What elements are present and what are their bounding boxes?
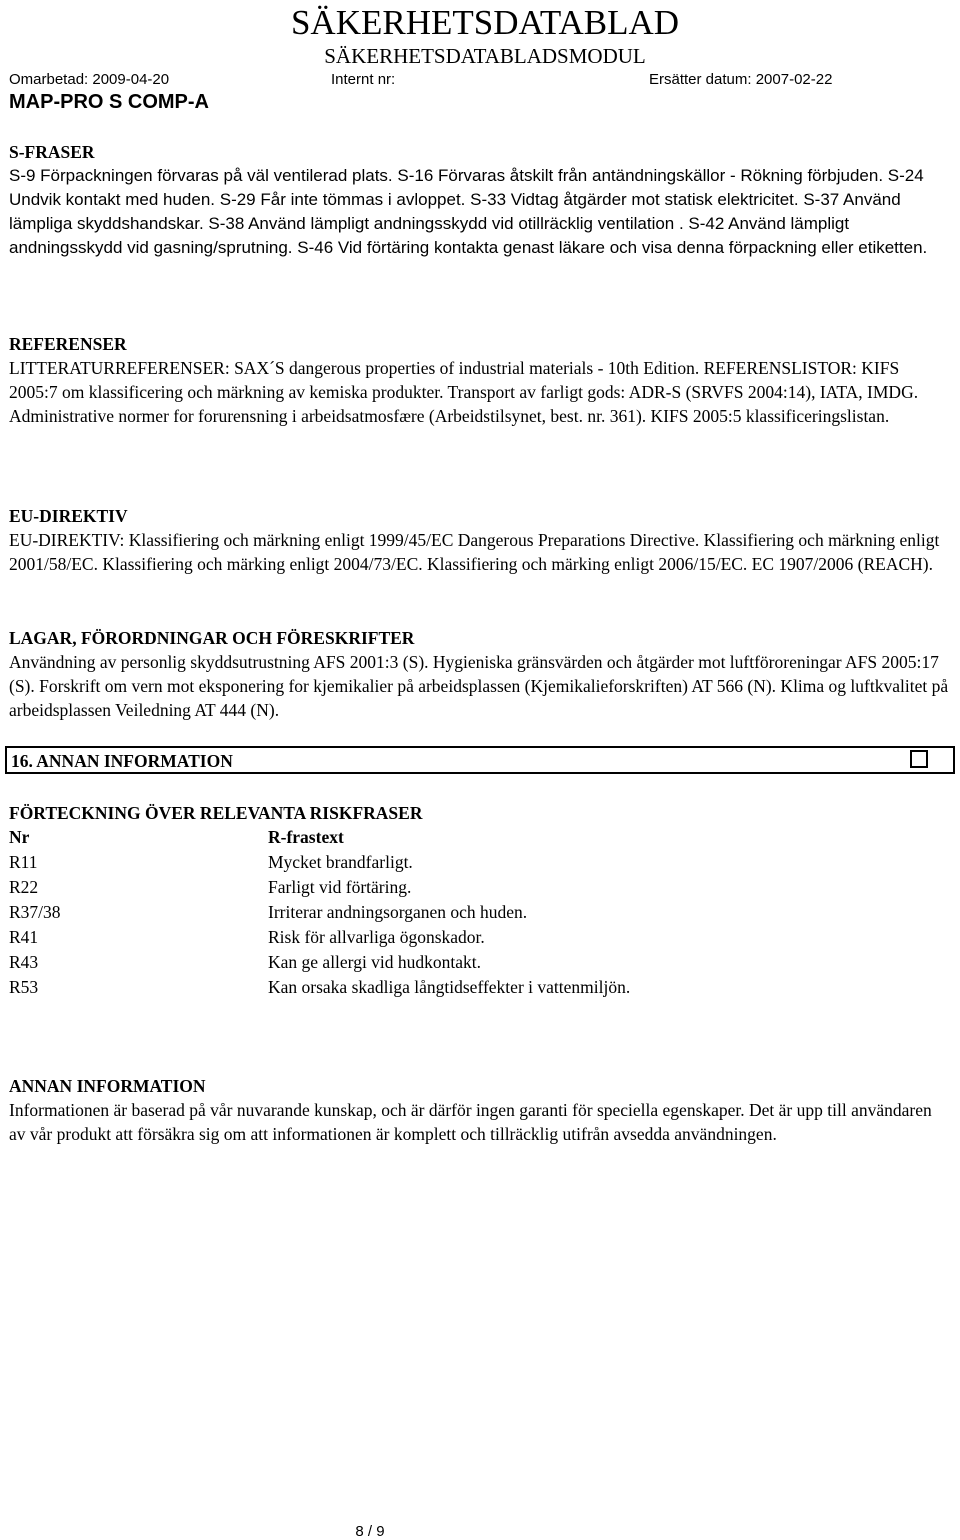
- risk-phrases-table: [9, 825, 909, 1000]
- internal-number: Internt nr:: [331, 71, 396, 88]
- s-phrases-heading: S-FRASER: [9, 142, 95, 162]
- risk-text: Kan ge allergi vid hudkontakt.: [268, 952, 482, 972]
- risk-text: Risk för allvarliga ögonskador.: [268, 927, 485, 947]
- risk-code: R11: [9, 852, 38, 872]
- risk-text: Kan orsaka skadliga långtidseffekter i vattenmiljön.: [268, 977, 631, 997]
- other-info-text: Informationen är baserad på vår nuvarande kunskap, och är därför ingen garanti för speciella egenskaper. Det är upp till användaren av vår produkt att försäkra sig om att informationen är komplett och tillräcklig utifrån avsedda användningen.: [9, 1100, 932, 1144]
- table-header-row: [9, 825, 909, 850]
- other-info-heading: ANNAN INFORMATION: [9, 1076, 206, 1096]
- laws-text: Användning av personlig skyddsutrustning AFS 2001:3 (S). Hygieniska gränsvärden och åtgärder mot luftföroreningar AFS 2005:17 (S). Forskrift om vern mot eksponering for kjemikalier på arbeidsplassen (Kjemikalieforskriften) AT 566 (N). Klima og luftkvalitet på arbeidsplassen Veiledning AT 444 (N).: [9, 652, 949, 720]
- laws-section: [9, 626, 949, 722]
- table-row: [9, 925, 909, 950]
- revised-date: Omarbetad: 2009-04-20: [9, 71, 170, 88]
- risk-code: R53: [9, 977, 39, 997]
- s-phrases-section: [9, 140, 949, 260]
- table-row: [9, 875, 909, 900]
- section-16-title: 16. ANNAN INFORMATION: [11, 751, 233, 771]
- doc-subtitle: SÄKERHETSDATABLADSMODUL: [324, 44, 646, 68]
- risk-code: R41: [9, 927, 39, 947]
- other-info-section: [9, 1074, 949, 1146]
- page-number: 8 / 9: [355, 1523, 385, 1540]
- risk-code: R22: [9, 877, 39, 897]
- product-name: MAP-PRO S COMP-A: [9, 91, 209, 113]
- references-section: [9, 332, 949, 428]
- table-row: [9, 850, 909, 875]
- section-16-banner: [5, 746, 955, 774]
- risk-phrases-heading: FÖRTECKNING ÖVER RELEVANTA RISKFRASER: [9, 803, 423, 823]
- risk-code: R37/38: [9, 902, 61, 922]
- eu-directive-text: EU-DIREKTIV: Klassifiering och märkning enligt 1999/45/EC Dangerous Preparations Directive. Klassifiering och märkning enligt 2001/58/EC. Klassifiering och märking enligt 2004/73/EC. Klassifiering och märking enligt 2006/15/EC. EC 1907/2006 (REACH).: [9, 530, 940, 574]
- column-header-nr: Nr: [9, 827, 30, 847]
- risk-text: Irriterar andningsorganen och huden.: [268, 902, 528, 922]
- references-text: LITTERATURREFERENSER: SAX´S dangerous properties of industrial materials - 10th Edition. REFERENSLISTOR: KIFS 2005:7 om klassificering och märkning av kemiska produkter. Transport av farligt gods: ADR-S (SRVFS 2004:14), IATA, IMDG. Administrative normer for forurensning i arbeidsatmosfære (Arbeidstilsynet, best. nr. 361). KIFS 2005:5 klassificeringslistan.: [9, 358, 919, 426]
- table-row: [9, 900, 909, 925]
- references-heading: REFERENSER: [9, 334, 127, 354]
- eu-directive-heading: EU-DIREKTIV: [9, 506, 128, 526]
- risk-text: Farligt vid förtäring.: [268, 877, 412, 897]
- doc-title: SÄKERHETSDATABLAD: [290, 3, 680, 42]
- column-header-text: R-frastext: [268, 827, 344, 847]
- eu-directive-section: [9, 504, 949, 576]
- s-phrases-text: S-9 Förpackningen förvaras på väl ventilerad plats. S-16 Förvaras åtskilt från antändningskällor - Rökning förbjuden. S-24 Undvik kontakt med huden. S-29 Får inte tömmas i avloppet. S-33 Vidtag åtgärder mot statisk elektricitet. S-37 Använd lämpliga skyddshandskar. S-38 Använd lämpligt andningsskydd vid otillräcklig ventilation . S-42 Använd lämpligt andningsskydd vid gasning/sprutning. S-46 Vid förtäring kontakta genast läkare och visa denna förpackning eller etiketten.: [9, 166, 928, 257]
- replaces-date: Ersätter datum: 2007-02-22: [649, 71, 833, 88]
- checkbox-icon: [910, 750, 928, 768]
- laws-heading: LAGAR, FÖRORDNINGAR OCH FÖRESKRIFTER: [9, 628, 415, 648]
- table-row: [9, 950, 909, 975]
- risk-text: Mycket brandfarligt.: [268, 852, 413, 872]
- risk-code: R43: [9, 952, 39, 972]
- table-row: [9, 975, 909, 1000]
